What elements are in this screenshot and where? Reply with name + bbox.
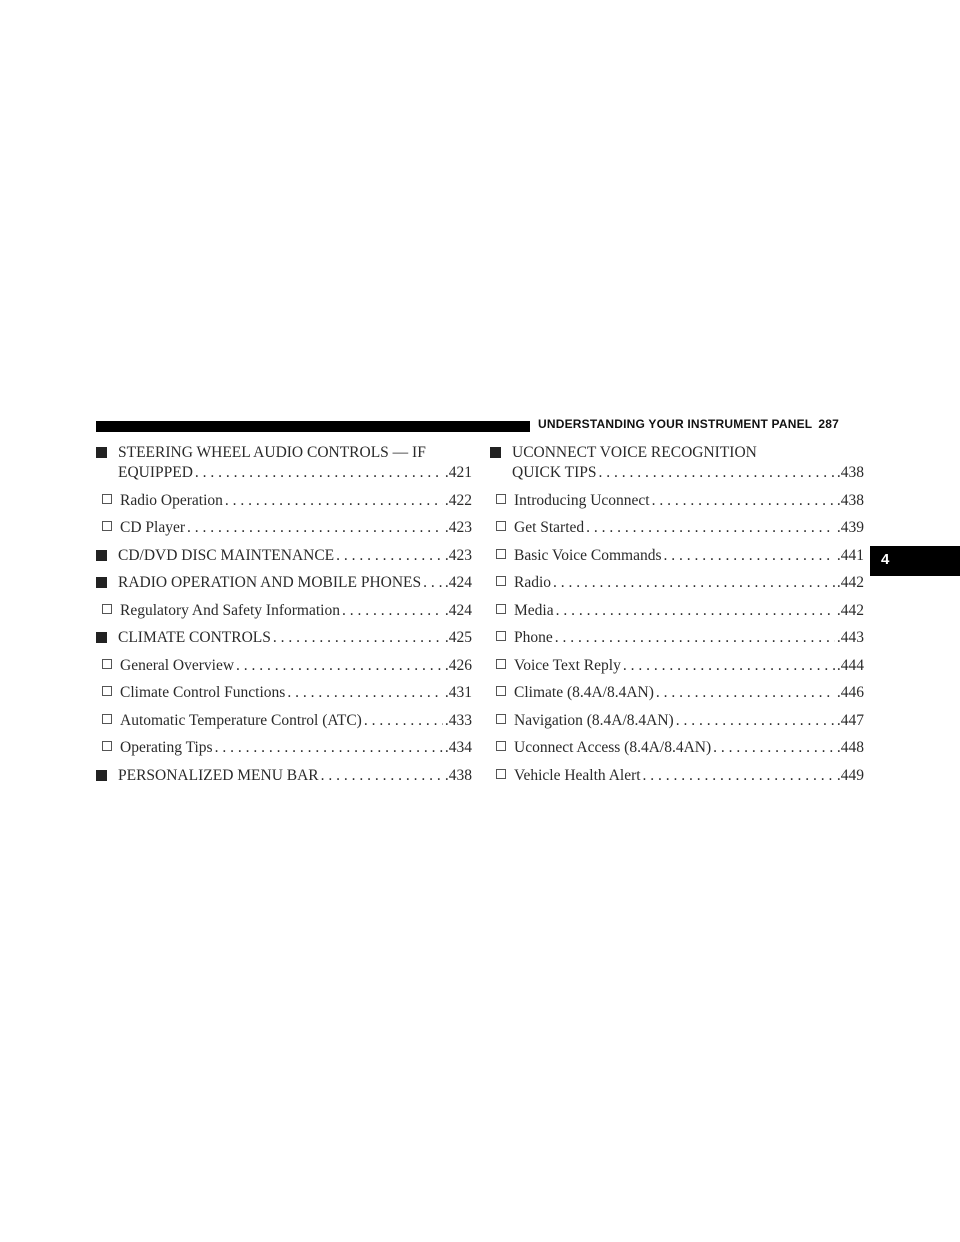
chapter-tab: 4 [870, 546, 960, 576]
entry-page-number: .442 [836, 574, 864, 591]
entry-title: Uconnect Access (8.4A/8.4AN) [514, 739, 712, 756]
dot-leader [556, 601, 835, 621]
toc-subsection-entry[interactable] [96, 491, 472, 511]
toc-subsection-entry[interactable] [490, 601, 864, 621]
toc-subsection-entry[interactable] [96, 711, 472, 731]
entry-page-number: .444 [836, 656, 864, 674]
entry-page-number: .433 [444, 711, 472, 729]
dot-leader [676, 711, 835, 731]
section-bullet-icon [96, 770, 107, 781]
section-bullet-icon [96, 550, 107, 561]
dot-leader [273, 628, 443, 648]
entry-title: Radio Operation [120, 491, 223, 509]
toc-section-entry[interactable] [96, 443, 472, 483]
entry-title: CLIMATE CONTROLS [118, 629, 271, 646]
entry-page-number: .423 [444, 546, 472, 564]
toc-subsection-entry[interactable] [490, 546, 864, 566]
entry-page-number: .446 [836, 684, 864, 701]
toc-right-column [490, 443, 864, 786]
entry-page-number: .426 [444, 656, 472, 674]
dot-leader [215, 738, 443, 758]
entry-title: General Overview [120, 656, 235, 674]
toc-section-entry[interactable] [96, 573, 472, 593]
entry-title: Climate Control Functions [120, 684, 286, 701]
section-bullet-icon [96, 577, 107, 588]
entry-page-number: .438 [444, 766, 472, 784]
toc-subsection-entry[interactable] [490, 683, 864, 703]
entry-page-number: .438 [836, 464, 864, 481]
page-number: 287 [818, 417, 839, 431]
entry-title: CD/DVD DISC MAINTENANCE [118, 546, 335, 564]
subsection-bullet-icon [102, 521, 112, 531]
toc-subsection-entry[interactable] [96, 601, 472, 621]
subsection-bullet-icon [496, 549, 506, 559]
subsection-bullet-icon [102, 741, 112, 751]
entry-page-number: .449 [836, 766, 864, 784]
dot-leader [652, 491, 835, 511]
dot-leader [643, 766, 835, 786]
subsection-bullet-icon [496, 604, 506, 614]
dot-leader [553, 573, 835, 593]
entry-page-number: .425 [444, 629, 472, 646]
subsection-bullet-icon [496, 494, 506, 504]
dot-leader [423, 573, 443, 593]
entry-title: Operating Tips [120, 739, 213, 756]
subsection-bullet-icon [496, 769, 506, 779]
dot-leader [664, 546, 835, 566]
entry-title: Navigation (8.4A/8.4AN) [514, 711, 674, 729]
toc-subsection-entry[interactable] [490, 573, 864, 593]
dot-leader [321, 766, 443, 786]
entry-page-number: .421 [444, 464, 472, 481]
entry-title: Phone [514, 629, 553, 646]
dot-leader [656, 683, 835, 703]
entry-title: EQUIPPED [118, 464, 193, 481]
toc-left-column [96, 443, 472, 786]
subsection-bullet-icon [496, 576, 506, 586]
dot-leader [555, 628, 835, 648]
subsection-bullet-icon [102, 604, 112, 614]
entry-page-number: .442 [836, 601, 864, 619]
entry-title: Vehicle Health Alert [514, 766, 641, 784]
toc-subsection-entry[interactable] [96, 738, 472, 758]
entry-page-number: .423 [444, 519, 472, 536]
entry-title: Voice Text Reply [514, 656, 621, 674]
section-bullet-icon [96, 632, 107, 643]
dot-leader [599, 463, 835, 483]
toc-subsection-entry[interactable] [490, 766, 864, 786]
dot-leader [236, 656, 443, 676]
entry-title-line: UCONNECT VOICE RECOGNITION [512, 444, 757, 461]
section-bullet-icon [96, 447, 107, 458]
entry-title: Introducing Uconnect [514, 491, 650, 509]
subsection-bullet-icon [496, 714, 506, 724]
toc-subsection-entry[interactable] [490, 711, 864, 731]
subsection-bullet-icon [496, 741, 506, 751]
toc-section-entry[interactable] [96, 766, 472, 786]
toc-section-entry[interactable] [96, 628, 472, 648]
dot-leader [342, 601, 443, 621]
subsection-bullet-icon [496, 631, 506, 641]
subsection-bullet-icon [102, 686, 112, 696]
subsection-bullet-icon [496, 521, 506, 531]
dot-leader [225, 491, 443, 511]
toc-subsection-entry[interactable] [96, 518, 472, 538]
entry-title: Climate (8.4A/8.4AN) [514, 684, 654, 701]
entry-page-number: .431 [444, 684, 472, 701]
toc-subsection-entry[interactable] [490, 491, 864, 511]
entry-title: Automatic Temperature Control (ATC) [120, 711, 362, 729]
entry-title: Radio [514, 574, 552, 591]
entry-page-number: .443 [836, 629, 864, 646]
toc-subsection-entry[interactable] [490, 518, 864, 538]
toc-section-entry[interactable] [96, 546, 472, 566]
subsection-bullet-icon [102, 659, 112, 669]
dot-leader [364, 711, 443, 731]
subsection-bullet-icon [496, 659, 506, 669]
entry-page-number: .424 [444, 574, 472, 591]
toc-subsection-entry[interactable] [490, 656, 864, 676]
entry-page-number: .434 [444, 739, 472, 756]
subsection-bullet-icon [102, 494, 112, 504]
dot-leader [623, 656, 835, 676]
toc-subsection-entry[interactable] [490, 738, 864, 758]
entry-title: Basic Voice Commands [514, 546, 662, 564]
toc-subsection-entry[interactable] [490, 628, 864, 648]
header-rule [96, 421, 530, 432]
subsection-bullet-icon [102, 714, 112, 724]
dot-leader [713, 738, 835, 758]
entry-page-number: .447 [836, 711, 864, 729]
dot-leader [287, 683, 443, 703]
dot-leader [586, 518, 835, 538]
entry-title: CD Player [120, 519, 186, 536]
entry-page-number: .448 [836, 739, 864, 756]
entry-title: Get Started [514, 519, 585, 536]
entry-title: RADIO OPERATION AND MOBILE PHONES [118, 574, 422, 591]
dot-leader [336, 546, 443, 566]
running-header [538, 417, 839, 431]
entry-title: QUICK TIPS [512, 464, 597, 481]
toc-subsection-entry[interactable] [96, 656, 472, 676]
section-bullet-icon [490, 447, 501, 458]
entry-page-number: .438 [836, 491, 864, 509]
entry-title: Regulatory And Safety Information [120, 601, 340, 619]
toc-section-entry[interactable] [490, 443, 864, 483]
entry-title: Media [514, 601, 554, 619]
dot-leader [187, 518, 443, 538]
entry-page-number: .441 [836, 546, 864, 564]
entry-title-line: STEERING WHEEL AUDIO CONTROLS — IF [118, 444, 426, 461]
toc-subsection-entry[interactable] [96, 683, 472, 703]
entry-page-number: .422 [444, 491, 472, 509]
entry-title: PERSONALIZED MENU BAR [118, 766, 319, 784]
subsection-bullet-icon [496, 686, 506, 696]
entry-page-number: .439 [836, 519, 864, 536]
dot-leader [195, 463, 443, 483]
section-title: UNDERSTANDING YOUR INSTRUMENT PANEL [538, 417, 813, 431]
entry-page-number: .424 [444, 601, 472, 619]
